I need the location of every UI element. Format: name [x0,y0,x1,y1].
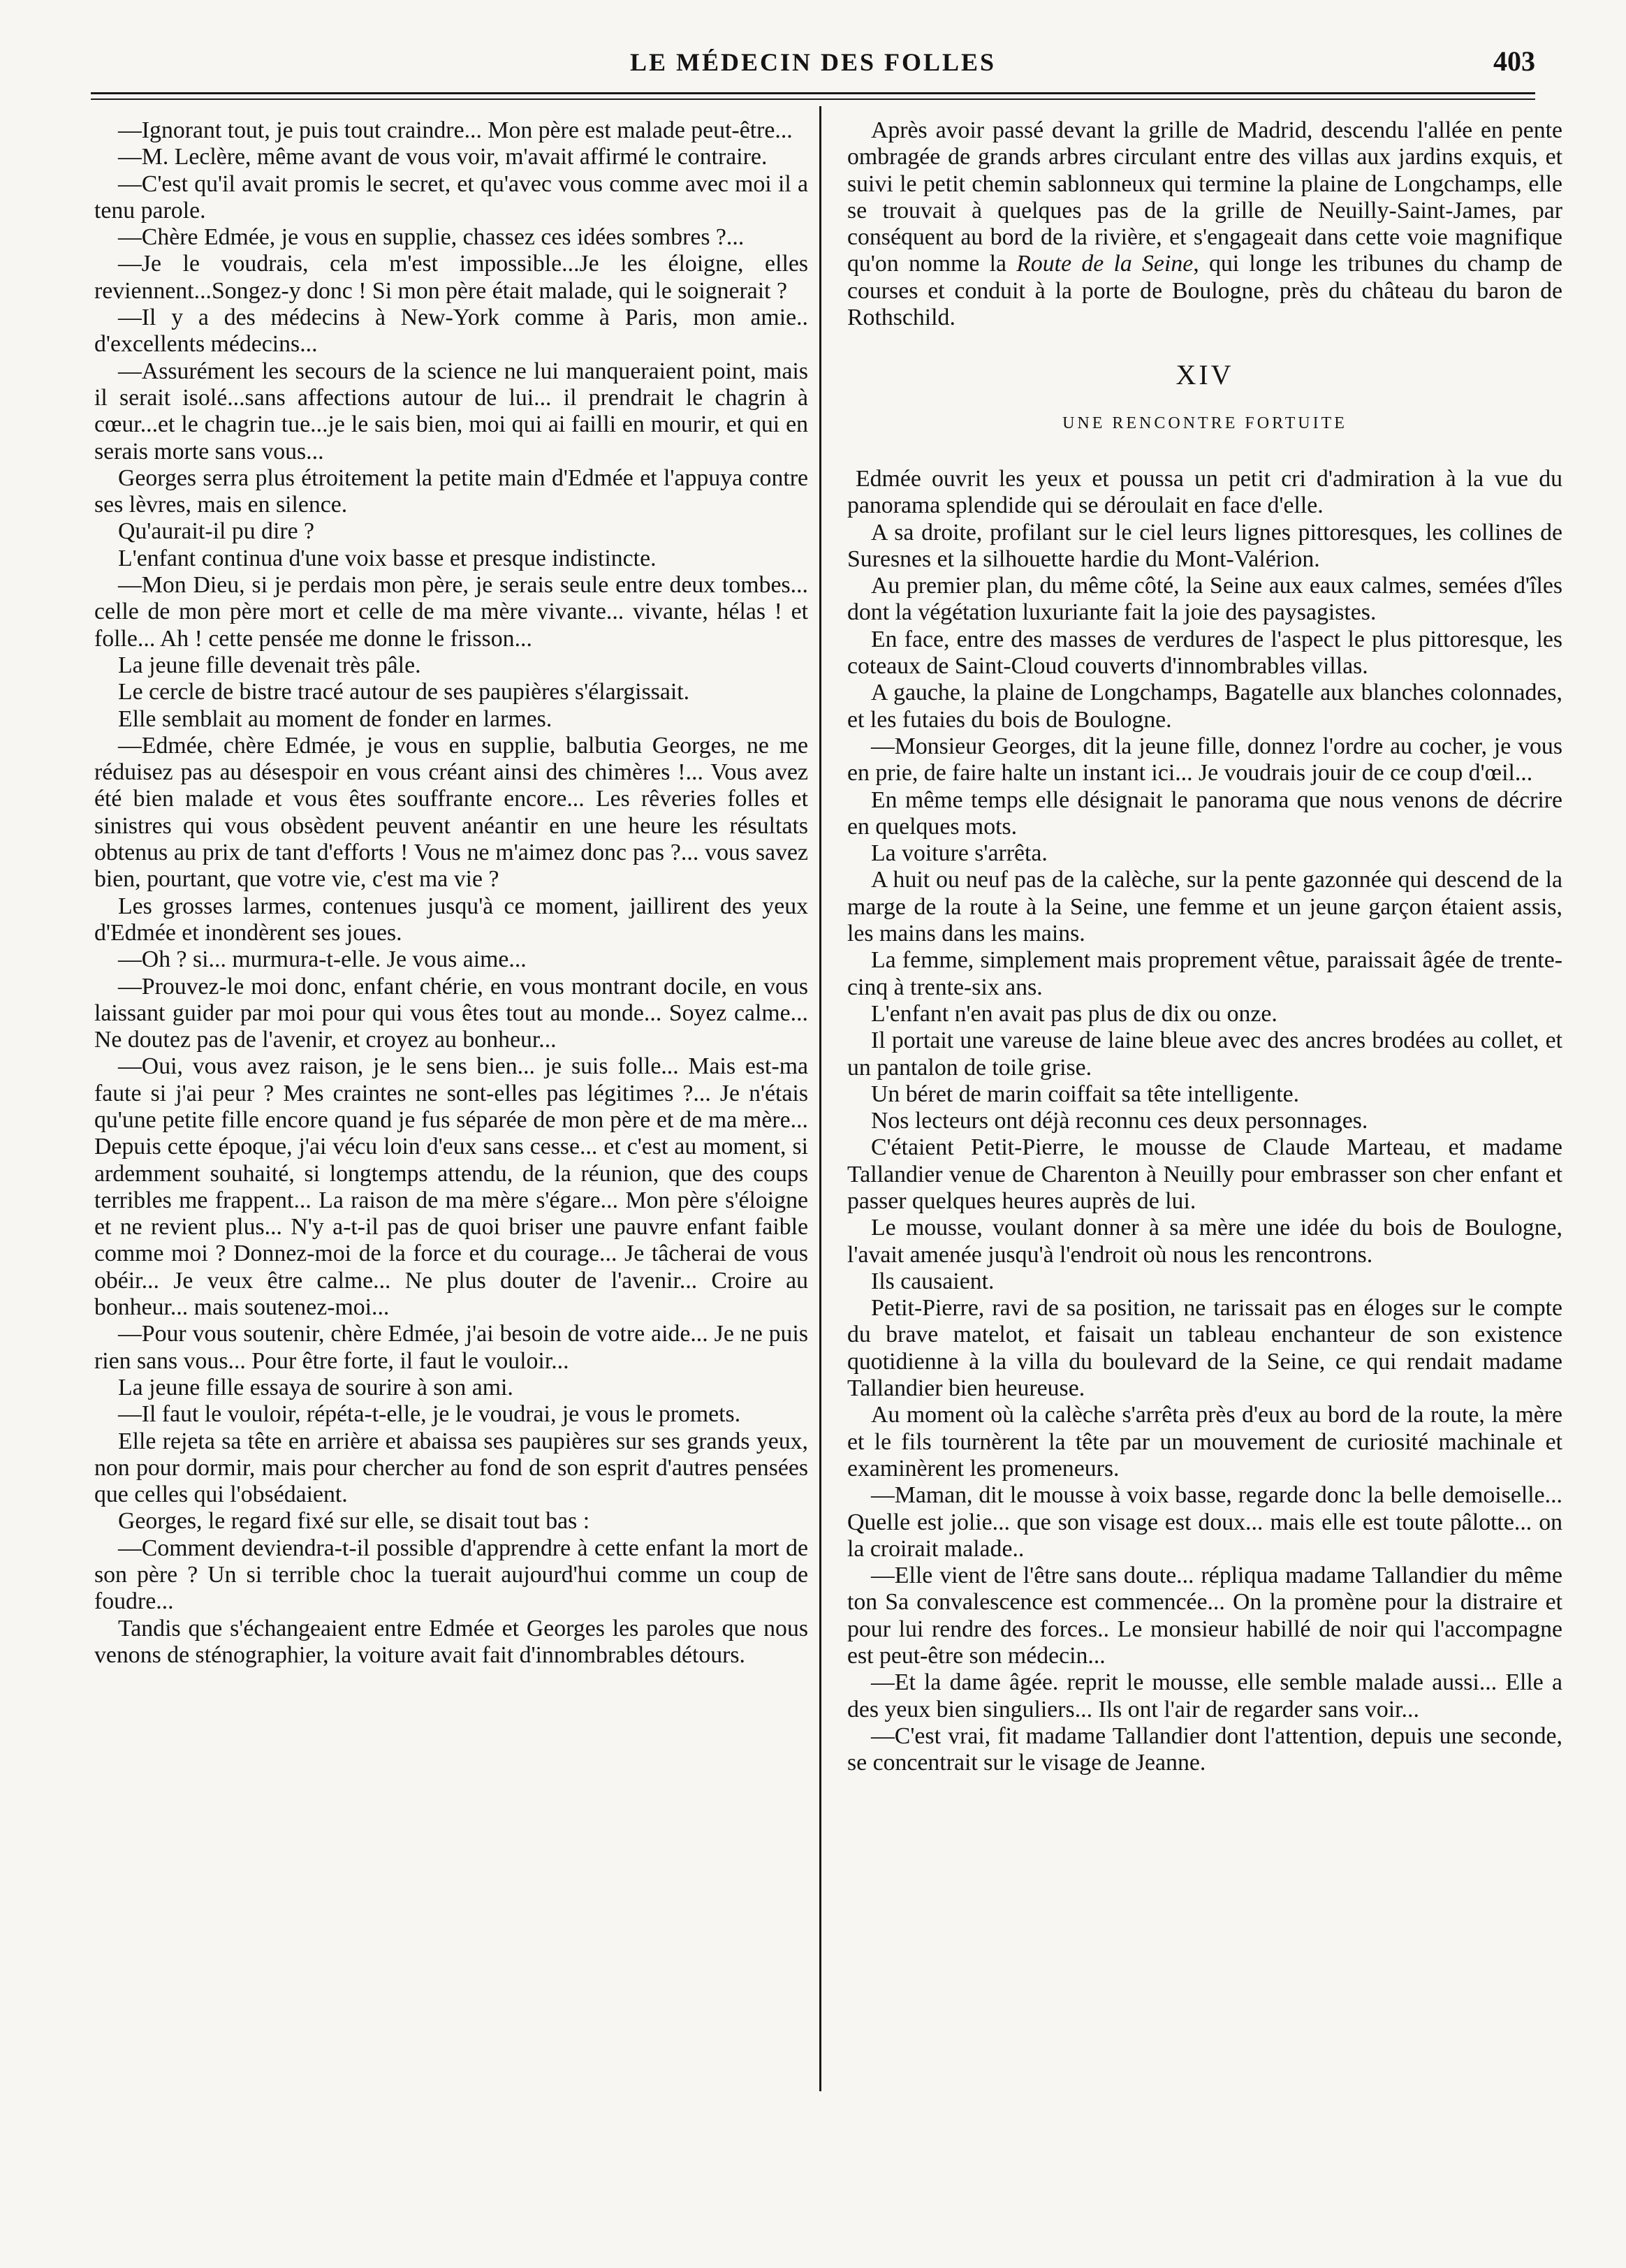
paragraph: —Il y a des médecins à New-York comme à Paris, mon amie.. d'excellents médecins... [94,305,808,358]
paragraph: A gauche, la plaine de Longchamps, Bagatelle aux blanches colonnades, et les futaies du bois de Boulogne. [847,680,1562,733]
paragraph: Tandis que s'échangeaient entre Edmée et Georges les paroles que nous venons de sténographier, la voiture avait fait d'innombrables détours. [94,1615,808,1668]
paragraph: Qu'aurait-il pu dire ? [118,518,315,545]
paragraph: —Elle vient de l'être sans doute... répliqua madame Tallandier du même ton Sa convalescence est commencée... On la promène pour la distraire et pour lui rendre des forces.. Le monsieur habillé de noir qui l'accompagne est peut-être son médecin... [847,1563,1562,1669]
chapter-title: UNE RENCONTRE FORTUITE [1062,414,1347,432]
paragraph: Georges, le regard fixé sur elle, se disait tout bas : [118,1508,590,1535]
paragraph: —Comment deviendra-t-il possible d'apprendre à cette enfant la mort de son père ? Un si terrible choc la tuerait aujourd'hui comme un coup de foudre... [94,1535,808,1615]
paragraph: —Ignorant tout, je puis tout craindre... Mon père est malade peut-être... [118,117,793,143]
paragraph: En face, entre des masses de verdures de l'aspect le plus pittoresque, les coteaux de Saint-Cloud couverts d'innombrables villas. [847,626,1562,680]
intro-text-after: , qui longe les tribunes du champ de courses et conduit à la porte de Boulogne, près du château du baron de Rothschild. [847,251,1562,331]
paragraph: —Oh ? si... murmura-t-elle. Je vous aime... [118,946,527,973]
paragraph: Au moment où la calèche s'arrêta près d'eux au bord de la route, la mère et le fils tournèrent la tête par un mouvement de curiosité machinale et examinèrent les promeneurs. [847,1402,1562,1481]
paragraph: —M. Leclère, même avant de vous voir, m'avait affirmé le contraire. [118,144,768,170]
paragraph: Le cercle de bistre tracé autour de ses paupières s'élargissait. [118,679,690,705]
paragraph: Il portait une vareuse de laine bleue avec des ancres brodées au collet, et un pantalon de toile grise. [847,1027,1562,1081]
paragraph: —Chère Edmée, je vous en supplie, chassez ces idées sombres ?... [118,224,745,251]
intro-text-before: Après avoir passé devant la grille de Madrid, descendu l'allée en pente ombragée de grands arbres circulant entre des villas aux jardins exquis, et suivi le petit chemin sablonneux qui termine la plaine de Longchamps, elle se trouvait à quelques pas de la grille de Neuilly-Saint-James, par conséquent au bord de la rivière, et s'engageait dans cette voie magnifique qu'on nomme la [847,117,1562,277]
paragraph: —Il faut le vouloir, répéta-t-elle, je le voudrai, je vous le promets. [118,1401,741,1428]
header-rule [91,92,1535,94]
paragraph: —Assurément les secours de la science ne lui manqueraient point, mais il serait isolé...sans affections autour de lui... il prendrait le chagrin à cœur...et le chagrin tue...je le sais bien, moi qui ai failli en mourir, et qui en serais morte sans vous... [94,358,808,464]
paragraph: —Je le voudrais, cela m'est impossible...Je les éloigne, elles reviennent...Songez-y donc ! Si mon père était malade, qui le soignerait ? [94,251,808,304]
paragraph: Petit-Pierre, ravi de sa position, ne tarissait pas en éloges sur le compte du brave matelot, et faisait un tableau enchanteur de son existence quotidienne à la villa du boulevard de la Seine, ce qui rendait madame Tallandier bien heureuse. [847,1295,1562,1402]
paragraph: L'enfant continua d'une voix basse et presque indistincte. [118,545,657,571]
paragraph: —Maman, dit le mousse à voix basse, regarde donc la belle demoiselle... Quelle est jolie... que son visage est doux... mais elle est toute pâlotte... on la croirait malade.. [847,1482,1562,1562]
paragraph: Au premier plan, du même côté, la Seine aux eaux calmes, semées d'îles dont la végétation luxuriante fait la joie des paysagistes. [847,573,1562,626]
right-paragraphs [847,466,1562,1777]
paragraph: —Monsieur Georges, dit la jeune fille, donnez l'ordre au cocher, je vous en prie, de faire halte un instant ici... Je voudrais jouir de ce coup d'œil... [847,733,1562,787]
right-column [847,117,1562,1777]
paragraph: Nos lecteurs ont déjà reconnu ces deux personnages. [871,1108,1368,1134]
column-divider [819,106,821,2091]
paragraph: —Edmée, chère Edmée, je vous en supplie, balbutia Georges, ne me réduisez pas au désespoir en vous créant ainsi des chimères !... Vous avez été bien malade et vous êtes souffrante encore... Les rêveries folles et sinistres qui vous obsèdent peuvent anéantir en une heure les résultats obtenus au prix de tant d'efforts ! Vous ne m'aimez donc pas ?... vous savez bien, pourtant, que votre vie, c'est ma vie ? [94,732,808,893]
page-number: 403 [1493,45,1535,77]
header-rule-secondary [91,98,1535,100]
paragraph: —Oui, vous avez raison, je le sens bien... je suis folle... Mais est-ma faute si j'ai peur ? Mes craintes ne sont-elles pas légitimes ?... Je n'étais qu'une petite fille encore quand je fus séparée de mon père et de ma mère... Depuis cette époque, j'ai vécu loin d'eux sans cesse... et c'est au moment, si ardemment souhaité, si longtemps attendu, de la réunion, que des coups terribles me frappent... La raison de ma mère s'égare... Mon père s'éloigne et ne revient plus... N'y a-t-il pas de quoi briser une pauvre enfant faible comme moi ? Donnez-moi de la force et du courage... Je tâcherai de vous obéir... Je veux être calme... Ne plus douter de l'avenir... Croire au bonheur... mais soutenez-moi... [94,1053,808,1321]
paragraph: L'enfant n'en avait pas plus de dix ou onze. [871,1000,1277,1027]
paragraph: Elle rejeta sa tête en arrière et abaissa ses paupières sur ses grands yeux, non pour dormir, mais pour chercher au fond de son esprit d'autres pensées que celles qui l'obsédaient. [94,1428,808,1508]
paragraph: —Prouvez-le moi donc, enfant chérie, en vous montrant docile, en vous laissant guider par moi pour qui vous êtes tout au monde... Soyez calme... Ne doutez pas de l'avenir, et croyez au bonheur... [94,973,808,1053]
paragraph: En même temps elle désignait le panorama que nous venons de décrire en quelques mots. [847,787,1562,840]
paragraph: —Et la dame âgée. reprit le mousse, elle semble malade aussi... Elle a des yeux bien singuliers... Ils ont l'air de regarder sans voir... [847,1669,1562,1722]
intro-paragraph [847,117,1562,331]
paragraph: La voiture s'arrêta. [871,840,1048,867]
running-title: LE MÉDECIN DES FOLLES [629,48,997,76]
paragraph: A sa droite, profilant sur le ciel leurs lignes pittoresques, les collines de Suresnes et la silhouette hardie du Mont-Valérion. [847,519,1562,572]
paragraph: La jeune fille devenait très pâle. [118,652,421,678]
page-header [91,39,1535,88]
paragraph: Les grosses larmes, contenues jusqu'à ce moment, jaillirent des yeux d'Edmée et inondèrent ses joues. [94,893,808,946]
paragraph: Ils causaient. [871,1268,995,1294]
paragraph: —C'est qu'il avait promis le secret, et qu'avec vous comme avec moi il a tenu parole. [94,170,808,224]
paragraph: —Pour vous soutenir, chère Edmée, j'ai besoin de votre aide... Je ne puis rien sans vous... Pour être forte, il faut le vouloir... [94,1321,808,1374]
paragraph: La jeune fille essaya de sourire à son ami. [118,1374,513,1400]
paragraph: —C'est vrai, fit madame Tallandier dont l'attention, depuis une seconde, se concentrait sur le visage de Jeanne. [847,1722,1562,1776]
paragraph: —Mon Dieu, si je perdais mon père, je serais seule entre deux tombes... celle de mon père mort et celle de ma mère vivante... vivante, hélas ! et folle... Ah ! cette pensée me donne le frisson... [94,572,808,652]
paragraph: Un béret de marin coiffait sa tête intelligente. [871,1081,1300,1107]
paragraph: C'étaient Petit-Pierre, le mousse de Claude Marteau, et madame Tallandier venue de Charenton à Neuilly pour embrasser son cher enfant et passer quelques heures auprès de lui. [847,1134,1562,1214]
paragraph: La femme, simplement mais proprement vêtue, paraissait âgée de trente-cinq à trente-six ans. [847,947,1562,1000]
paragraph: Georges serra plus étroitement la petite main d'Edmée et l'appuya contre ses lèvres, mais en silence. [94,464,808,518]
paragraph: Le mousse, voulant donner à sa mère une idée du bois de Boulogne, l'avait amenée jusqu'à l'endroit où nous les rencontrons. [847,1215,1562,1268]
paragraph: Edmée ouvrit les yeux et poussa un petit cri d'admiration à la vue du panorama splendide qui se déroulait en face d'elle. [847,465,1562,519]
intro-text-italic: Route de la Seine [1016,251,1194,277]
chapter-number: XIV [1175,359,1234,391]
paragraph: A huit ou neuf pas de la calèche, sur la pente gazonnée qui descend de la marge de la route à la Seine, une femme et un jeune garçon étaient assis, les mains dans les mains. [847,867,1562,947]
paragraph: Elle semblait au moment de fonder en larmes. [118,705,552,732]
left-column [94,117,808,1669]
